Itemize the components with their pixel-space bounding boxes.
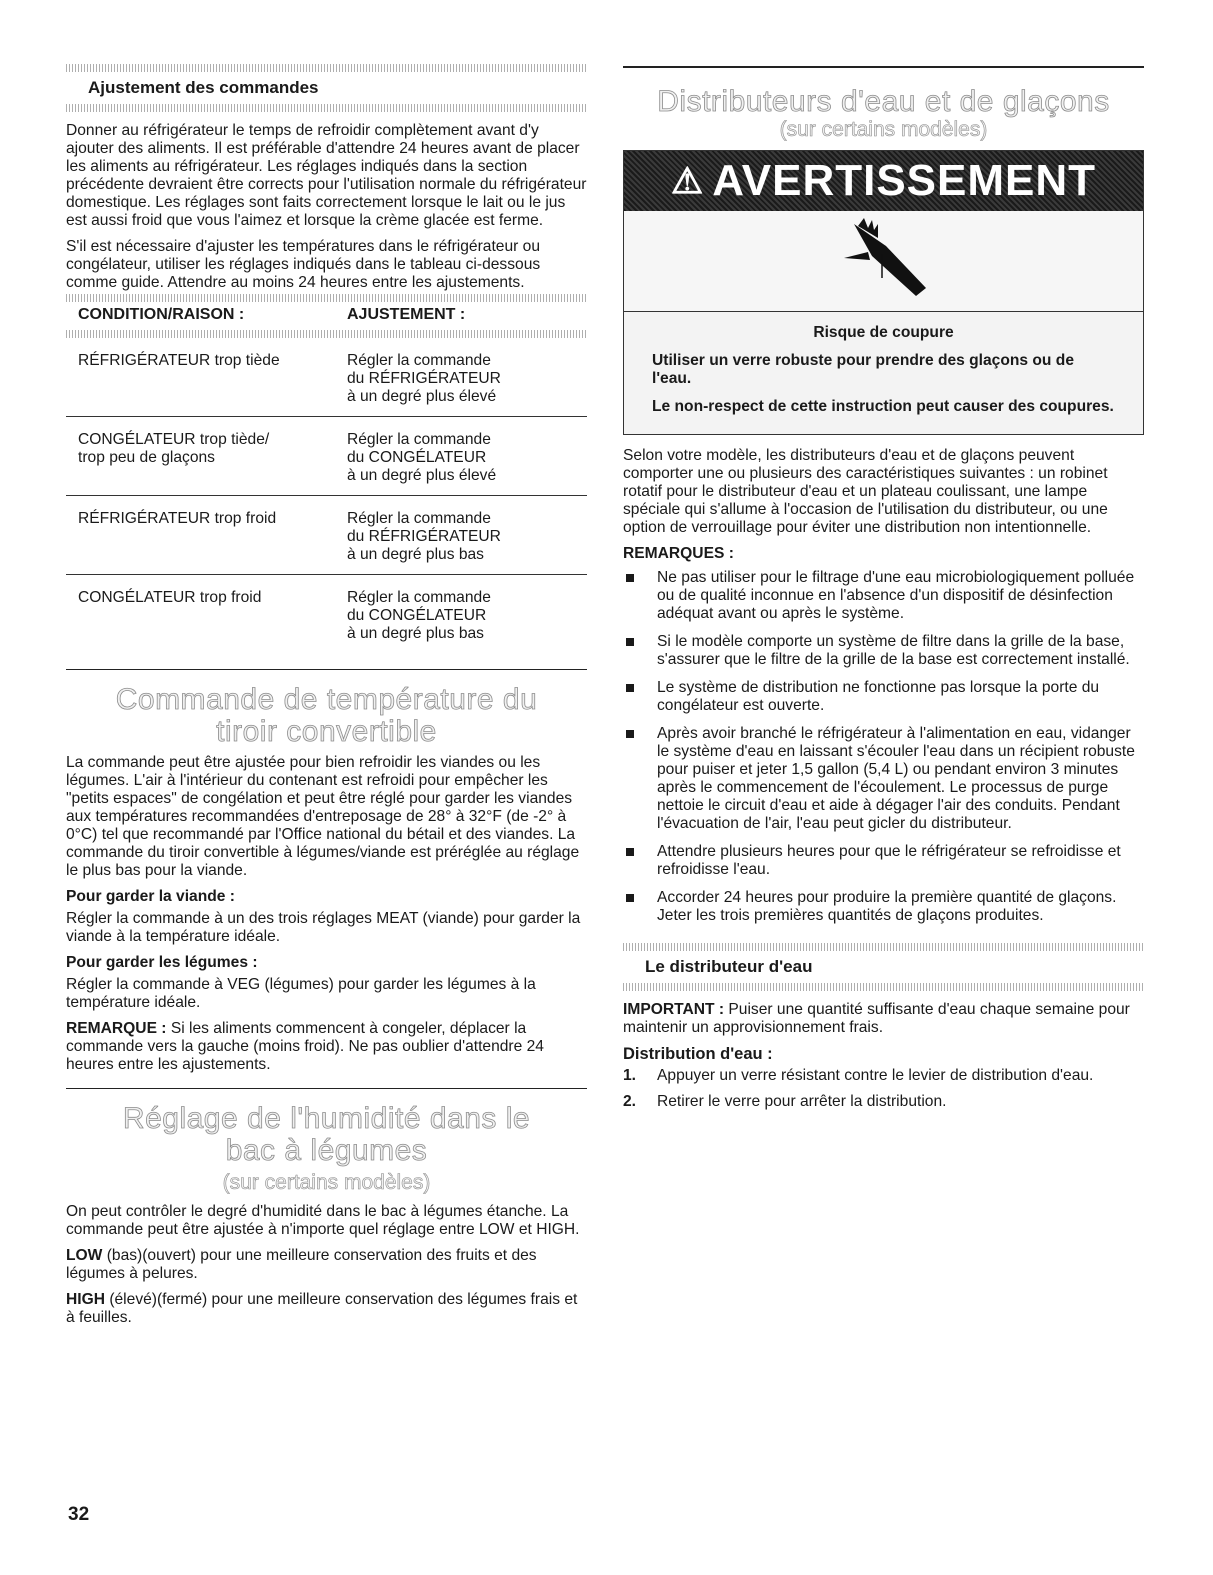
- high-label: HIGH: [66, 1291, 105, 1308]
- row-adjust: Régler la commande du CONGÉLATEUR à un degré plus élevé: [347, 431, 497, 484]
- row-adjust: Régler la commande du CONGÉLATEUR à un degré plus bas: [347, 589, 491, 642]
- high-text: (élevé)(fermé) pour une meilleure conservation des légumes frais et à feuilles.: [66, 1291, 578, 1326]
- header-condition: CONDITION/RAISON :: [78, 306, 245, 323]
- hatch-divider: [66, 104, 587, 112]
- dispenser-section-title: Distributeurs d'eau et de glaçons: [657, 85, 1110, 118]
- dispenser-section-subtitle: (sur certains modèles): [779, 118, 988, 141]
- section-rule: [623, 66, 1144, 68]
- cut-hazard-icon: [624, 211, 1143, 312]
- remarks-heading: REMARQUES :: [623, 545, 734, 562]
- low-label: LOW: [66, 1247, 103, 1264]
- important-label: IMPORTANT :: [623, 1001, 725, 1018]
- table-row: [66, 496, 587, 575]
- row-adjust: Régler la commande du RÉFRIGÉRATEUR à un degré plus élevé: [347, 352, 501, 405]
- step-text: Retirer le verre pour arrêter la distribution.: [657, 1093, 947, 1110]
- hatch-divider: [623, 983, 1144, 991]
- row-condition: CONGÉLATEUR trop froid: [78, 589, 262, 606]
- meat-paragraph: Régler la commande à un des trois réglages MEAT (viande) pour garder la viande à la température idéale.: [66, 910, 581, 945]
- right-column: [623, 64, 1144, 1119]
- table-row: [66, 417, 587, 496]
- adjust-table: [66, 338, 587, 653]
- high-paragraph: [66, 1291, 587, 1327]
- warning-banner-text: AVERTISSEMENT: [712, 156, 1097, 205]
- veg-paragraph: Régler la commande à VEG (légumes) pour garder les légumes à la température idéale.: [66, 976, 536, 1011]
- low-text: (bas)(ouvert) pour une meilleure conservation des fruits et des légumes à pelures.: [66, 1247, 537, 1282]
- important-text: Puiser une quantité suffisante d'eau chaque semaine pour maintenir un approvisionnement frais.: [623, 1001, 1130, 1036]
- cut-hazard-icon: [824, 216, 944, 306]
- row-adjust: Régler la commande du RÉFRIGÉRATEUR à un degré plus bas: [347, 510, 501, 563]
- humidity-section-title: Réglage de l'humidité dans le bac à légumes: [122, 1102, 531, 1167]
- header-adjust: AJUSTEMENT :: [347, 306, 466, 323]
- list-item: Attendre plusieurs heures pour que le réfrigérateur se refroidisse et refroidisse l'eau.: [623, 843, 1144, 879]
- list-item: Si le modèle comporte un système de filtre dans la grille de la base, s'assurer que le filtre de la grille de la base est correctement installé.: [623, 633, 1144, 669]
- dispenser-intro: Selon votre modèle, les distributeurs d'eau et de glaçons peuvent comporter une ou plusieurs des caractéristiques suivantes : un robinet rotatif pour le distributeur d'eau et un plateau coulissant, une lampe spéciale qui s'allume à l'occasion de l'utilisation du distributeur, ou une option de verrouillage pour éviter une distribution non intentionnelle.: [623, 447, 1108, 536]
- row-condition: CONGÉLATEUR trop tiède/ trop peu de glaçons: [78, 431, 270, 466]
- veg-heading: Pour garder les légumes :: [66, 954, 258, 971]
- hatch-divider: [623, 943, 1144, 951]
- hatch-divider: [66, 64, 587, 72]
- humidity-paragraph: On peut contrôler le degré d'humidité dans le bac à légumes étanche. La commande peut être ajustée à n'importe quel réglage entre LOW et HIGH.: [66, 1203, 580, 1238]
- list-item: [623, 1093, 1144, 1111]
- list-item: Accorder 24 heures pour produire la première quantité de glaçons. Jeter les trois premières quantités de glaçons produites.: [623, 889, 1144, 925]
- meat-heading: Pour garder la viande :: [66, 888, 235, 905]
- distribution-heading: Distribution d'eau :: [623, 1045, 773, 1063]
- hatch-divider: [66, 330, 587, 338]
- warning-line-1: Utiliser un verre robuste pour prendre des glaçons ou de l'eau.: [652, 352, 1074, 387]
- left-column: [66, 64, 587, 1335]
- section-rule: [66, 669, 587, 670]
- low-paragraph: [66, 1247, 587, 1283]
- drawer-section-title: Commande de température du tiroir convertible: [115, 683, 538, 748]
- row-condition: RÉFRIGÉRATEUR trop froid: [78, 510, 277, 527]
- warning-triangle-icon: ⚠: [670, 160, 705, 201]
- remarks-list: [623, 569, 1144, 925]
- row-condition: RÉFRIGÉRATEUR trop tiède: [78, 352, 280, 369]
- warning-text: [624, 312, 1143, 434]
- adjust-paragraph-2: S'il est nécessaire d'ajuster les températures dans le réfrigérateur ou congélateur, utiliser les réglages indiqués dans le tableau ci-dessous comme guide. Attendre au moins 24 heures entre les ajustements.: [66, 238, 541, 291]
- remark-label: REMARQUE :: [66, 1020, 167, 1037]
- list-item: Après avoir branché le réfrigérateur à l'alimentation en eau, vidanger le système d'eau en laissant s'écouler l'eau dans un récipient robuste pour puiser et jeter 1,5 gallon (5,4 L) ou pendant environ 3 minutes après le commencement de l'écoulement. Le processus de purge nettoie le circuit d'eau et aide à dégager l'air des conduits. Pendant l'évacuation de l'air, l'eau peut gicler du distributeur.: [623, 725, 1144, 833]
- list-item: Le système de distribution ne fonctionne pas lorsque la porte du congélateur est ouverte.: [623, 679, 1144, 715]
- warning-line-2: Le non-respect de cette instruction peut causer des coupures.: [652, 398, 1114, 415]
- adjust-table-header: [66, 302, 587, 330]
- step-number: 2.: [623, 1093, 637, 1110]
- section-rule: [66, 1088, 587, 1089]
- warning-box: [623, 150, 1144, 435]
- warning-banner: [624, 151, 1143, 211]
- distribution-steps: [623, 1067, 1144, 1111]
- table-row: [66, 338, 587, 417]
- step-number: 1.: [623, 1067, 637, 1084]
- adjust-paragraph-1: Donner au réfrigérateur le temps de refroidir complètement avant d'y ajouter des aliments. Il est préférable d'attendre 24 heures avant de placer les aliments au réfrigérateur. Les réglages indiqués dans la section précédente devraient être corrects pour l'utilisation normale du réfrigérateur domestique. Les réglages sont faits correctement lorsque le lait ou le jus est aussi froid que vous l'aimez et lorsque la crème glacée est ferme.: [66, 122, 587, 229]
- list-item: Ne pas utiliser pour le filtrage d'une eau microbiologiquement polluée ou de qualité inconnue en l'absence d'un dispositif de désinfection adéquat avant ou après le système.: [623, 569, 1144, 623]
- important-paragraph: [623, 1001, 1144, 1037]
- hatch-divider: [66, 294, 587, 302]
- remark-paragraph: [66, 1020, 587, 1074]
- warning-risk: Risque de coupure: [813, 324, 954, 341]
- drawer-paragraph: La commande peut être ajustée pour bien refroidir les viandes ou les légumes. L'air à l'intérieur du contenant est refroidi pour empêcher les "petits espaces" de congélation et peut être réglé pour garder les viandes aux températures recommandées d'entreposage de 28° à 32°F (de -2° à 0°C) tel que recommandé par l'Office national du bétail et des viandes. La commande du tiroir convertible à légumes/viande est préréglée au réglage le plus bas pour la viande.: [66, 754, 580, 879]
- humidity-section-subtitle: (sur certains modèles): [222, 1171, 431, 1194]
- step-text: Appuyer un verre résistant contre le levier de distribution d'eau.: [657, 1067, 1094, 1084]
- page-number: 32: [68, 1504, 90, 1525]
- water-dispenser-title: Le distributeur d'eau: [645, 957, 813, 976]
- remark-text: Si les aliments commencent à congeler, déplacer la commande vers la gauche (moins froid). Ne pas oublier d'attendre 24 heures entre les ajustements.: [66, 1020, 544, 1073]
- table-row: [66, 575, 587, 653]
- list-item: [623, 1067, 1144, 1085]
- adjust-title: Ajustement des commandes: [88, 78, 319, 97]
